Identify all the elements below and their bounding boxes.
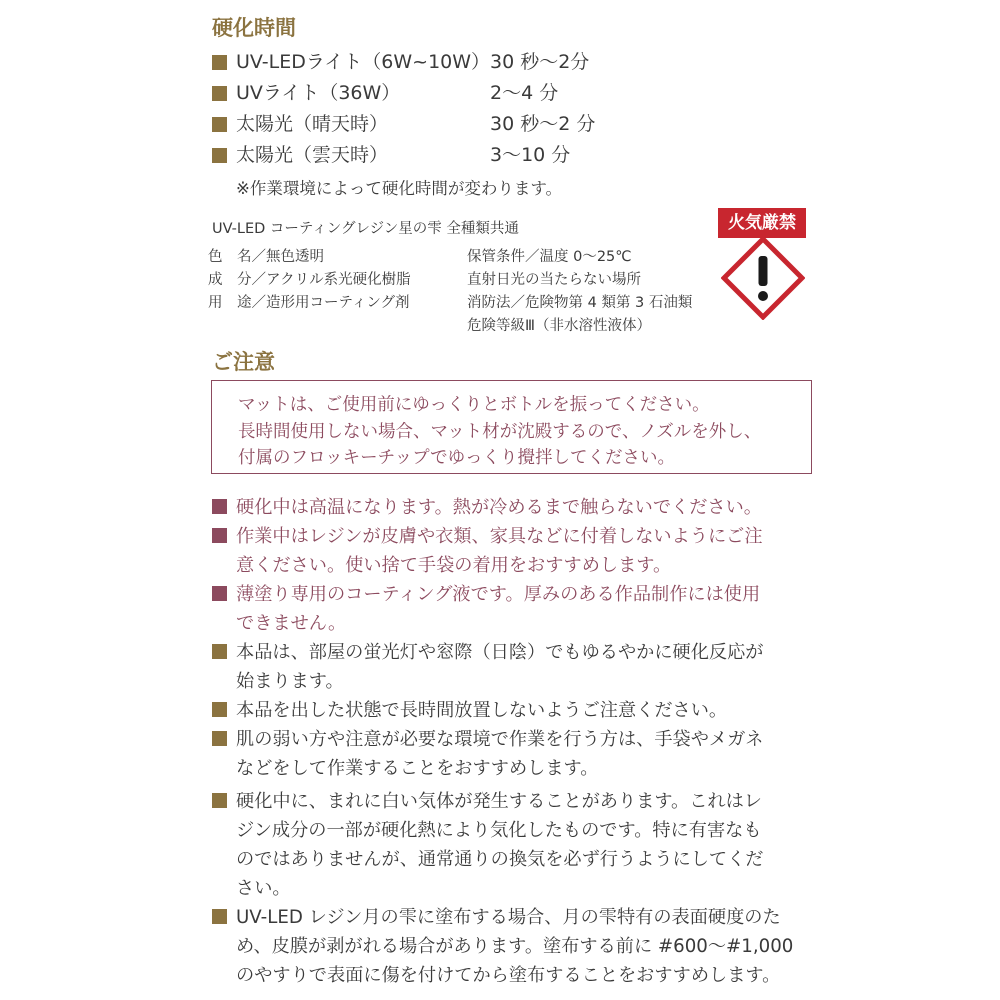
spec-usage: 用 途／造形用コーティング剤 [208,295,410,311]
spec-fire-law: 消防法／危険物第 4 類第 3 石油類 [467,295,693,311]
caution-line: ジン成分の一部が硬化熱により気化したものです。特に有害なも [236,820,762,841]
bullet-square-icon [212,702,227,717]
bullet-square-icon [212,148,227,163]
caution-line: などをして作業することをおすすめします。 [236,758,599,779]
caution-line: 硬化中は高温になります。熱が冷めるまで触らないでください。 [236,497,762,518]
spec-storage: 保管条件／温度 0〜25℃ [467,249,632,265]
notice-line: マットは、ご使用前にゆっくりとボトルを振ってください。 [238,395,710,415]
curing-row-value: 30 秒〜2分 [490,51,590,73]
notice-line: 付属のフロッキーチップでゆっくり攪拌してください。 [238,448,675,468]
curing-row-value: 2〜4 分 [490,82,559,104]
caution-line: 肌の弱い方や注意が必要な環境で作業を行う方は、手袋やメガネ [236,729,764,750]
caution-heading: ご注意 [212,350,275,374]
bullet-square-icon [212,528,227,543]
bullet-square-icon [212,731,227,746]
bullet-square-icon [212,499,227,514]
curing-row-value: 3〜10 分 [490,144,571,166]
spec-hazard-grade: 危険等級Ⅲ（非水溶性液体） [467,318,651,334]
curing-heading: 硬化時間 [212,16,296,40]
bullet-square-icon [212,586,227,601]
bullet-square-icon [212,55,227,70]
curing-note: ※作業環境によって硬化時間が変わります。 [236,179,563,198]
caution-line: め、皮膜が剥がれる場合があります。塗布する前に #600〜#1,000 [236,936,794,957]
caution-line: さい。 [236,878,291,899]
bullet-square-icon [212,644,227,659]
caution-line: 意ください。使い捨て手袋の着用をおすすめします。 [236,555,672,576]
curing-row-label: UV-LEDライト（6W~10W） [236,51,491,73]
caution-line: のではありませんが、通常通りの換気を必ず行うようにしてくだ [236,849,764,870]
spec-ingredient: 成 分／アクリル系光硬化樹脂 [208,272,411,288]
caution-line: 始まります。 [236,671,344,692]
matte-notice-box [211,380,812,474]
exclamation-hazard-icon [721,236,805,320]
spec-storage-place: 直射日光の当たらない場所 [467,272,641,288]
caution-line: 硬化中に、まれに白い気体が発生することがあります。これはレ [236,791,762,812]
caution-line: 本品は、部屋の蛍光灯や窓際（日陰）でもゆるやかに硬化反応が [236,642,764,663]
caution-line: UV-LED レジン月の雫に塗布する場合、月の雫特有の表面硬度のた [236,907,781,928]
caution-line: 薄塗り専用のコーティング液です。厚みのある作品制作には使用 [236,584,761,605]
caution-line: 作業中はレジンが皮膚や衣類、家具などに付着しないようにご注 [236,526,763,547]
product-title: UV-LED コーティングレジン星の雫 全種類共通 [212,221,519,237]
caution-line: できません。 [236,613,347,634]
curing-row-label: 太陽光（雲天時） [236,144,389,166]
bullet-square-icon [212,117,227,132]
fire-prohibited-label: 火気厳禁 [718,208,806,238]
notice-line: 長時間使用しない場合、マット材が沈殿するので、ノズルを外し、 [238,422,762,442]
curing-row-value: 30 秒〜2 分 [490,113,596,135]
curing-row-label: UVライト（36W） [236,82,401,104]
caution-line: 本品を出した状態で長時間放置しないようご注意ください。 [236,700,728,721]
spec-color: 色 名／無色透明 [208,249,324,265]
caution-line: のやすりで表面に傷を付けてから塗布することをおすすめします。 [236,965,781,986]
bullet-square-icon [212,86,227,101]
bullet-square-icon [212,793,227,808]
curing-row-label: 太陽光（晴天時） [236,113,389,135]
bullet-square-icon [212,909,227,924]
